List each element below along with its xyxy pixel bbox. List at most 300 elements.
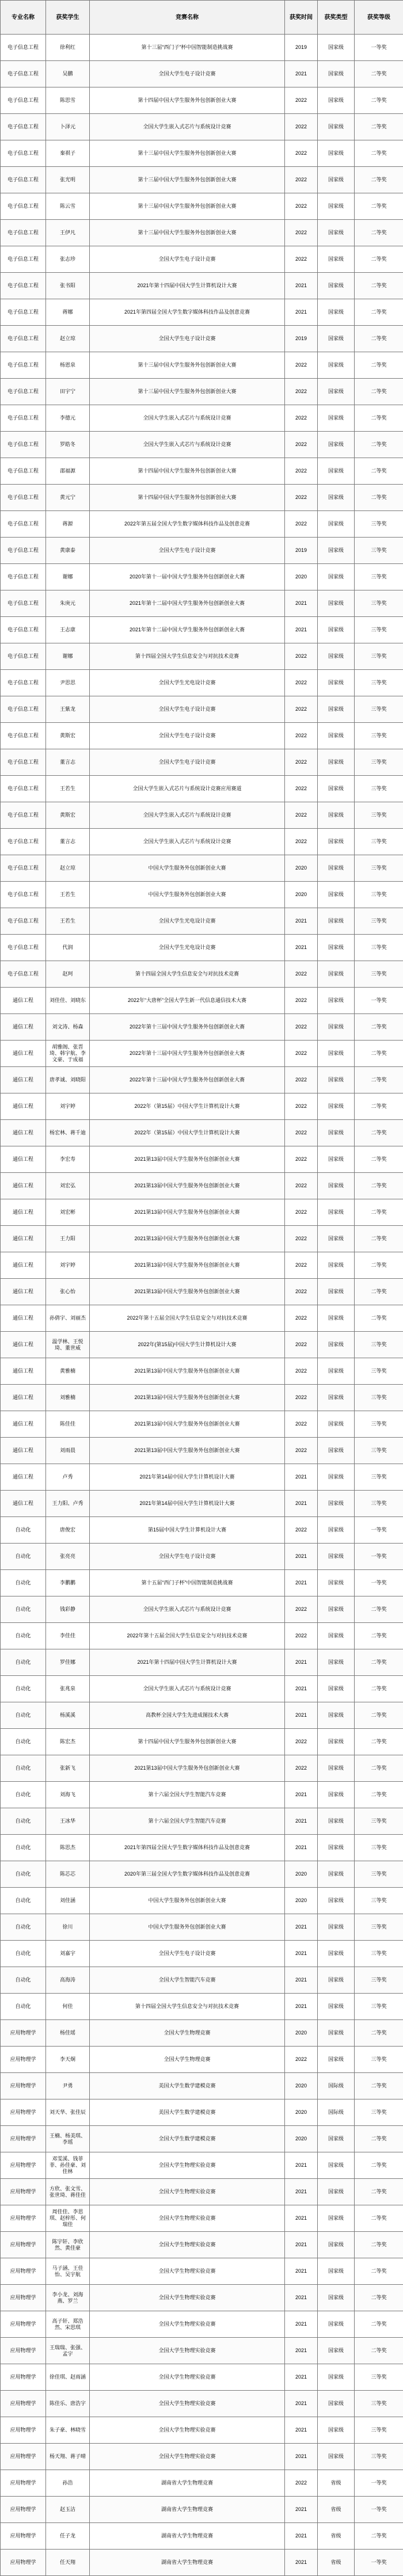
cell-grade: 二等奖 [355, 405, 403, 432]
cell-grade: 二等奖 [355, 1041, 403, 1067]
table-row [1, 2417, 403, 2444]
cell-grade: 三等奖 [355, 511, 403, 538]
cell-level: 国家级 [318, 458, 355, 485]
cell-major: 电子信息工程 [1, 538, 46, 564]
cell-year: 2021 [285, 617, 318, 643]
cell-students: 徐利红 [46, 35, 90, 61]
table-row [1, 246, 403, 273]
cell-major: 电子信息工程 [1, 511, 46, 538]
cell-level: 国家级 [318, 511, 355, 538]
cell-competition: 第15届中国大学生计算机设计大赛 [90, 1517, 285, 1544]
cell-major: 自动化 [1, 1729, 46, 1755]
cell-year: 2021 [285, 1464, 318, 1491]
table-row [1, 1994, 403, 2020]
cell-major: 通信工程 [1, 1411, 46, 1438]
cell-level: 国家级 [318, 1358, 355, 1385]
cell-major: 通信工程 [1, 1252, 46, 1279]
cell-year: 2022 [285, 1358, 318, 1385]
cell-major: 通信工程 [1, 1305, 46, 1332]
table-row [1, 1332, 403, 1358]
cell-competition: 第十三届中国大学生服务外包创新创业大赛 [90, 379, 285, 405]
cell-students: 黄雅楠 [46, 1358, 90, 1385]
cell-competition: 2022年第十五届全国大学生信息安全与对抗技术竞赛 [90, 1305, 285, 1332]
cell-year: 2022 [285, 1755, 318, 1782]
cell-students: 李德元 [46, 405, 90, 432]
cell-level: 国家级 [318, 1914, 355, 1941]
cell-competition: 2021年第十二届中国大学生服务外包创新创业大赛 [90, 590, 285, 617]
cell-students: 刘嘉宇 [46, 1941, 90, 1967]
cell-grade: 一等奖 [355, 988, 403, 1014]
table-row [1, 1544, 403, 1570]
cell-level: 国家级 [318, 1702, 355, 1729]
cell-students: 李宏寿 [46, 1146, 90, 1173]
cell-grade: 二等奖 [355, 1729, 403, 1755]
cell-competition: 全国大学生电子设计竞赛 [90, 1941, 285, 1967]
cell-competition: 2022年第十五届全国大学生信息安全与对抗技术竞赛 [90, 1623, 285, 1649]
cell-year: 2021 [285, 1808, 318, 1835]
cell-major: 应用物理学 [1, 2338, 46, 2364]
cell-students: 刘海飞 [46, 1782, 90, 1808]
cell-competition: 2021年第十四届中国大学生计算机设计大赛 [90, 273, 285, 299]
cell-grade: 二等奖 [355, 61, 403, 87]
cell-year: 2021 [285, 1967, 318, 1994]
cell-level: 国家级 [318, 1729, 355, 1755]
cell-competition: 2022年第五届全国大学生数字媒体科技作品及创意竞赛 [90, 511, 285, 538]
cell-competition: 2022年第十三届中国大学生服务外包创新创业大赛 [90, 1041, 285, 1067]
cell-students: 刘佳佳、刘晓东 [46, 988, 90, 1014]
cell-year: 2022 [285, 1517, 318, 1544]
cell-competition: 全国大学生电子设计竞赛 [90, 749, 285, 776]
cell-year: 2022 [285, 1438, 318, 1464]
cell-students: 罗佳娜 [46, 1649, 90, 1676]
cell-year: 2021 [285, 1914, 318, 1941]
cell-competition: 全国大学生电子设计竞赛 [90, 723, 285, 749]
cell-major: 应用物理学 [1, 2523, 46, 2550]
cell-students: 王伊凡 [46, 220, 90, 246]
cell-grade: 二等奖 [355, 220, 403, 246]
cell-students: 王力阳 [46, 1226, 90, 1252]
table-row [1, 167, 403, 193]
cell-year: 2020 [285, 2020, 318, 2047]
cell-level: 国家级 [318, 1861, 355, 1888]
cell-year: 2021 [285, 1649, 318, 1676]
cell-major: 应用物理学 [1, 2152, 46, 2179]
cell-level: 国家级 [318, 1835, 355, 1861]
table-row [1, 1835, 403, 1861]
cell-grade: 二等奖 [355, 2126, 403, 2152]
cell-major: 电子信息工程 [1, 87, 46, 114]
cell-grade: 三等奖 [355, 1808, 403, 1835]
cell-major: 应用物理学 [1, 2391, 46, 2417]
cell-students: 董言志 [46, 829, 90, 855]
cell-major: 自动化 [1, 1623, 46, 1649]
table-row [1, 2099, 403, 2126]
cell-major: 电子信息工程 [1, 776, 46, 802]
cell-students: 陈思杰 [46, 1835, 90, 1861]
table-row [1, 2232, 403, 2258]
cell-major: 自动化 [1, 1967, 46, 1994]
cell-grade: 三等奖 [355, 1491, 403, 1517]
cell-year: 2022 [285, 1305, 318, 1332]
cell-year: 2022 [285, 1093, 318, 1120]
cell-year: 2022 [285, 87, 318, 114]
table-row [1, 2047, 403, 2073]
table-row [1, 617, 403, 643]
cell-major: 电子信息工程 [1, 723, 46, 749]
cell-major: 电子信息工程 [1, 935, 46, 961]
table-row [1, 511, 403, 538]
cell-grade: 二等奖 [355, 1067, 403, 1093]
cell-level: 国家级 [318, 326, 355, 352]
cell-grade: 三等奖 [355, 2047, 403, 2073]
cell-year: 2021 [285, 908, 318, 935]
table-row [1, 1596, 403, 1623]
table-row [1, 1199, 403, 1226]
cell-students: 陈芯芯 [46, 1861, 90, 1888]
cell-major: 通信工程 [1, 1491, 46, 1517]
cell-competition: 全国大学生物理实验竞赛 [90, 2205, 285, 2232]
cell-year: 2022 [285, 246, 318, 273]
cell-competition: 全国大学生电子设计竞赛 [90, 538, 285, 564]
table-row [1, 723, 403, 749]
cell-level: 省级 [318, 2497, 355, 2523]
cell-year: 2021 [285, 590, 318, 617]
cell-competition: 2022年第十三届中国大学生服务外包创新创业大赛 [90, 1067, 285, 1093]
cell-level: 国家级 [318, 935, 355, 961]
cell-major: 电子信息工程 [1, 617, 46, 643]
cell-major: 应用物理学 [1, 2179, 46, 2205]
table-row [1, 2470, 403, 2497]
cell-major: 电子信息工程 [1, 352, 46, 379]
table-row [1, 2444, 403, 2470]
cell-level: 国家级 [318, 2205, 355, 2232]
cell-level: 国家级 [318, 1411, 355, 1438]
cell-level: 国家级 [318, 1279, 355, 1305]
cell-major: 自动化 [1, 1808, 46, 1835]
table-row [1, 1120, 403, 1146]
cell-major: 通信工程 [1, 1067, 46, 1093]
cell-students: 卜泽元 [46, 114, 90, 140]
cell-level: 国家级 [318, 1623, 355, 1649]
cell-major: 电子信息工程 [1, 829, 46, 855]
cell-level: 国家级 [318, 2311, 355, 2338]
cell-major: 应用物理学 [1, 2258, 46, 2285]
cell-major: 电子信息工程 [1, 246, 46, 273]
cell-students: 方欣、张文雪、张世琦、蒋佳佳 [46, 2179, 90, 2205]
cell-major: 通信工程 [1, 1358, 46, 1385]
cell-competition: 2022年(第15届)中国大学生计算机设计大赛 [90, 1332, 285, 1358]
cell-level: 国家级 [318, 908, 355, 935]
cell-year: 2021 [285, 2497, 318, 2523]
table-row [1, 590, 403, 617]
cell-year: 2022 [285, 220, 318, 246]
cell-competition: 2021第13届中国大学生服务外包创新创业大赛 [90, 1279, 285, 1305]
cell-students: 尹思思 [46, 670, 90, 696]
cell-level: 国家级 [318, 299, 355, 326]
table-row [1, 379, 403, 405]
cell-grade: 二等奖 [355, 2152, 403, 2179]
cell-level: 国家级 [318, 2285, 355, 2311]
cell-level: 国家级 [318, 485, 355, 511]
header-major: 专业名称 [1, 1, 46, 35]
cell-major: 自动化 [1, 1941, 46, 1967]
cell-year: 2022 [285, 1411, 318, 1438]
cell-competition: 2022年（第15届）中国大学生计算机设计大赛 [90, 1120, 285, 1146]
table-row [1, 2338, 403, 2364]
cell-year: 2022 [285, 1041, 318, 1067]
cell-students: 刘宇婷 [46, 1093, 90, 1120]
cell-students: 唐俊宏 [46, 1517, 90, 1544]
cell-competition: 第十四届中国大学生服务外包创新创业大赛 [90, 458, 285, 485]
table-row [1, 1385, 403, 1411]
cell-year: 2021 [285, 1491, 318, 1517]
cell-grade: 二等奖 [355, 2523, 403, 2550]
cell-level: 国家级 [318, 1305, 355, 1332]
cell-students: 钱彩静 [46, 1596, 90, 1623]
cell-level: 国家级 [318, 2179, 355, 2205]
cell-level: 国家级 [318, 2152, 355, 2179]
cell-competition: 全国大学生电子设计竞赛 [90, 1544, 285, 1570]
cell-level: 国家级 [318, 352, 355, 379]
table-row [1, 2020, 403, 2047]
cell-grade: 三等奖 [355, 1914, 403, 1941]
cell-students: 陈宏杰 [46, 1729, 90, 1755]
cell-grade: 一等奖 [355, 2470, 403, 2497]
cell-students: 王力阳、卢秀 [46, 1491, 90, 1517]
cell-major: 电子信息工程 [1, 220, 46, 246]
cell-grade: 二等奖 [355, 352, 403, 379]
cell-competition: 中国大学生服务外包创新创业大赛 [90, 1888, 285, 1914]
cell-competition: 第十五届“西门子杯”中国智能制造挑战赛 [90, 1570, 285, 1596]
cell-students: 谢娜 [46, 564, 90, 590]
cell-year: 2022 [285, 1146, 318, 1173]
cell-major: 自动化 [1, 1835, 46, 1861]
cell-level: 国家级 [318, 1332, 355, 1358]
table-row [1, 643, 403, 670]
cell-level: 国家级 [318, 167, 355, 193]
cell-year: 2020 [285, 882, 318, 908]
cell-students: 刘宏彬 [46, 1199, 90, 1226]
cell-students: 唐孝诚、刘晓阳 [46, 1067, 90, 1093]
table-row [1, 1014, 403, 1041]
cell-year: 2022 [285, 458, 318, 485]
cell-year: 2022 [285, 511, 318, 538]
cell-students: 张光明 [46, 167, 90, 193]
table-header-row [1, 1, 403, 35]
cell-year: 2022 [285, 379, 318, 405]
cell-students: 杨恩泉 [46, 352, 90, 379]
cell-major: 通信工程 [1, 1093, 46, 1120]
cell-students: 罗皓冬 [46, 432, 90, 458]
cell-level: 国家级 [318, 1888, 355, 1914]
cell-competition: 全国大学生电子设计竞赛 [90, 326, 285, 352]
cell-major: 应用物理学 [1, 2205, 46, 2232]
cell-level: 国家级 [318, 246, 355, 273]
cell-level: 国家级 [318, 61, 355, 87]
cell-major: 自动化 [1, 1596, 46, 1623]
table-row [1, 1279, 403, 1305]
cell-students: 陈思雪 [46, 87, 90, 114]
cell-level: 国家级 [318, 1544, 355, 1570]
cell-students: 杨溪溪 [46, 1702, 90, 1729]
cell-competition: 全国大学生物理实验竞赛 [90, 2444, 285, 2470]
cell-year: 2021 [285, 2258, 318, 2285]
table-row [1, 1093, 403, 1120]
cell-students: 王志康 [46, 617, 90, 643]
cell-competition: 湖南省大学生物理竞赛 [90, 2523, 285, 2550]
cell-major: 应用物理学 [1, 2099, 46, 2126]
cell-competition: 2021第13届中国大学生服务外包创新创业大赛 [90, 1755, 285, 1782]
cell-students: 王冰华 [46, 1808, 90, 1835]
cell-level: 国家级 [318, 1570, 355, 1596]
cell-level: 国家级 [318, 882, 355, 908]
cell-competition: 2022年第十三届中国大学生服务外包创新创业大赛 [90, 1014, 285, 1041]
cell-major: 电子信息工程 [1, 670, 46, 696]
cell-level: 国家级 [318, 87, 355, 114]
table-row [1, 35, 403, 61]
cell-competition: 第十三届中国大学生服务外包创新创业大赛 [90, 193, 285, 220]
table-row [1, 87, 403, 114]
cell-year: 2021 [285, 2205, 318, 2232]
cell-students: 秦祺子 [46, 140, 90, 167]
cell-level: 国家级 [318, 1385, 355, 1411]
cell-grade: 三等奖 [355, 564, 403, 590]
cell-level: 国家级 [318, 1782, 355, 1808]
cell-year: 2022 [285, 1120, 318, 1146]
cell-students: 张书阳 [46, 273, 90, 299]
cell-grade: 二等奖 [355, 2205, 403, 2232]
cell-level: 国家级 [318, 590, 355, 617]
cell-competition: 2021年第14届中国大学生计算机设计大赛 [90, 1464, 285, 1491]
cell-competition: 2020年第三届全国大学生数字媒体科技作品及创意竞赛 [90, 1861, 285, 1888]
cell-year: 2022 [285, 829, 318, 855]
cell-major: 通信工程 [1, 1041, 46, 1067]
cell-competition: 第十四届中国大学生服务外包创新创业大赛 [90, 1729, 285, 1755]
cell-competition: 2021第13届中国大学生服务外包创新创业大赛 [90, 1252, 285, 1279]
table-row [1, 1491, 403, 1517]
cell-level: 国家级 [318, 1252, 355, 1279]
table-row [1, 2205, 403, 2232]
cell-grade: 二等奖 [355, 432, 403, 458]
cell-grade: 二等奖 [355, 2285, 403, 2311]
table-row [1, 961, 403, 988]
cell-major: 通信工程 [1, 1438, 46, 1464]
cell-competition: 全国大学生物理实验竞赛 [90, 2152, 285, 2179]
cell-major: 应用物理学 [1, 2444, 46, 2470]
cell-major: 自动化 [1, 1994, 46, 2020]
cell-competition: 第十三届中国大学生服务外包创新创业大赛 [90, 167, 285, 193]
cell-competition: 湖南省大学生物理竞赛 [90, 2470, 285, 2497]
cell-students: 刘文涛、杨森 [46, 1014, 90, 1041]
cell-students: 张亮亮 [46, 1544, 90, 1570]
cell-grade: 二等奖 [355, 140, 403, 167]
cell-grade: 三等奖 [355, 2444, 403, 2470]
cell-students: 陈云雪 [46, 193, 90, 220]
cell-level: 国家级 [318, 1676, 355, 1702]
cell-level: 国家级 [318, 1517, 355, 1544]
cell-students: 张兆泉 [46, 1676, 90, 1702]
cell-students: 王若生 [46, 882, 90, 908]
cell-year: 2021 [285, 2364, 318, 2391]
cell-level: 国家级 [318, 432, 355, 458]
cell-year: 2022 [285, 2047, 318, 2073]
cell-grade: 三等奖 [355, 723, 403, 749]
cell-grade: 二等奖 [355, 246, 403, 273]
cell-grade: 一等奖 [355, 35, 403, 61]
cell-year: 2020 [285, 855, 318, 882]
cell-students: 邓雯溪、钱菲菲、孙佳豪、刘佳林 [46, 2152, 90, 2179]
cell-year: 2021 [285, 2444, 318, 2470]
cell-major: 电子信息工程 [1, 908, 46, 935]
cell-competition: 全国大学生嵌入式芯片与系统设计竞赛 [90, 802, 285, 829]
cell-year: 2022 [285, 723, 318, 749]
cell-major: 应用物理学 [1, 2047, 46, 2073]
table-row [1, 749, 403, 776]
table-row [1, 1438, 403, 1464]
cell-level: 国家级 [318, 643, 355, 670]
cell-grade: 二等奖 [355, 273, 403, 299]
cell-year: 2020 [285, 1861, 318, 1888]
cell-year: 2020 [285, 2126, 318, 2152]
cell-competition: 全国大学生物理实验竞赛 [90, 2232, 285, 2258]
cell-grade: 三等奖 [355, 617, 403, 643]
cell-competition: 全国大学生嵌入式芯片与系统设计竞赛 [90, 1676, 285, 1702]
cell-level: 国家级 [318, 802, 355, 829]
cell-level: 国家级 [318, 1199, 355, 1226]
cell-competition: 全国大学生嵌入式芯片与系统设计竞赛应用赛道 [90, 776, 285, 802]
cell-major: 应用物理学 [1, 2417, 46, 2444]
cell-level: 国家级 [318, 379, 355, 405]
cell-year: 2020 [285, 2099, 318, 2126]
cell-level: 国家级 [318, 2258, 355, 2285]
table-row [1, 352, 403, 379]
cell-major: 电子信息工程 [1, 749, 46, 776]
cell-level: 国际级 [318, 2099, 355, 2126]
cell-major: 通信工程 [1, 1279, 46, 1305]
cell-grade: 一等奖 [355, 1517, 403, 1544]
cell-year: 2021 [285, 2311, 318, 2338]
table-row [1, 2364, 403, 2391]
cell-competition: 全国大学生物理实验竞赛 [90, 2179, 285, 2205]
cell-grade: 三等奖 [355, 855, 403, 882]
cell-year: 2021 [285, 2550, 318, 2576]
table-row [1, 1226, 403, 1252]
cell-grade: 二等奖 [355, 2258, 403, 2285]
cell-year: 2021 [285, 1676, 318, 1702]
cell-students: 陈宇轩、李欣然、黄佳豪 [46, 2232, 90, 2258]
cell-students: 谢娜 [46, 643, 90, 670]
cell-level: 国家级 [318, 961, 355, 988]
cell-grade: 二等奖 [355, 2311, 403, 2338]
cell-grade: 二等奖 [355, 1596, 403, 1623]
table-row [1, 882, 403, 908]
cell-level: 国家级 [318, 114, 355, 140]
cell-competition: 全国大学生光电设计竞赛 [90, 908, 285, 935]
table-row [1, 855, 403, 882]
cell-grade: 二等奖 [355, 1702, 403, 1729]
table-row [1, 696, 403, 723]
cell-competition: 高教杯全国大学生先进成图技术大赛 [90, 1702, 285, 1729]
table-row [1, 1888, 403, 1914]
cell-year: 2022 [285, 802, 318, 829]
cell-grade: 二等奖 [355, 1014, 403, 1041]
cell-students: 任子龙 [46, 2523, 90, 2550]
cell-major: 应用物理学 [1, 2311, 46, 2338]
cell-major: 通信工程 [1, 1332, 46, 1358]
cell-major: 电子信息工程 [1, 35, 46, 61]
cell-competition: 中国大学生服务外包创新创业大赛 [90, 882, 285, 908]
cell-year: 2022 [285, 776, 318, 802]
